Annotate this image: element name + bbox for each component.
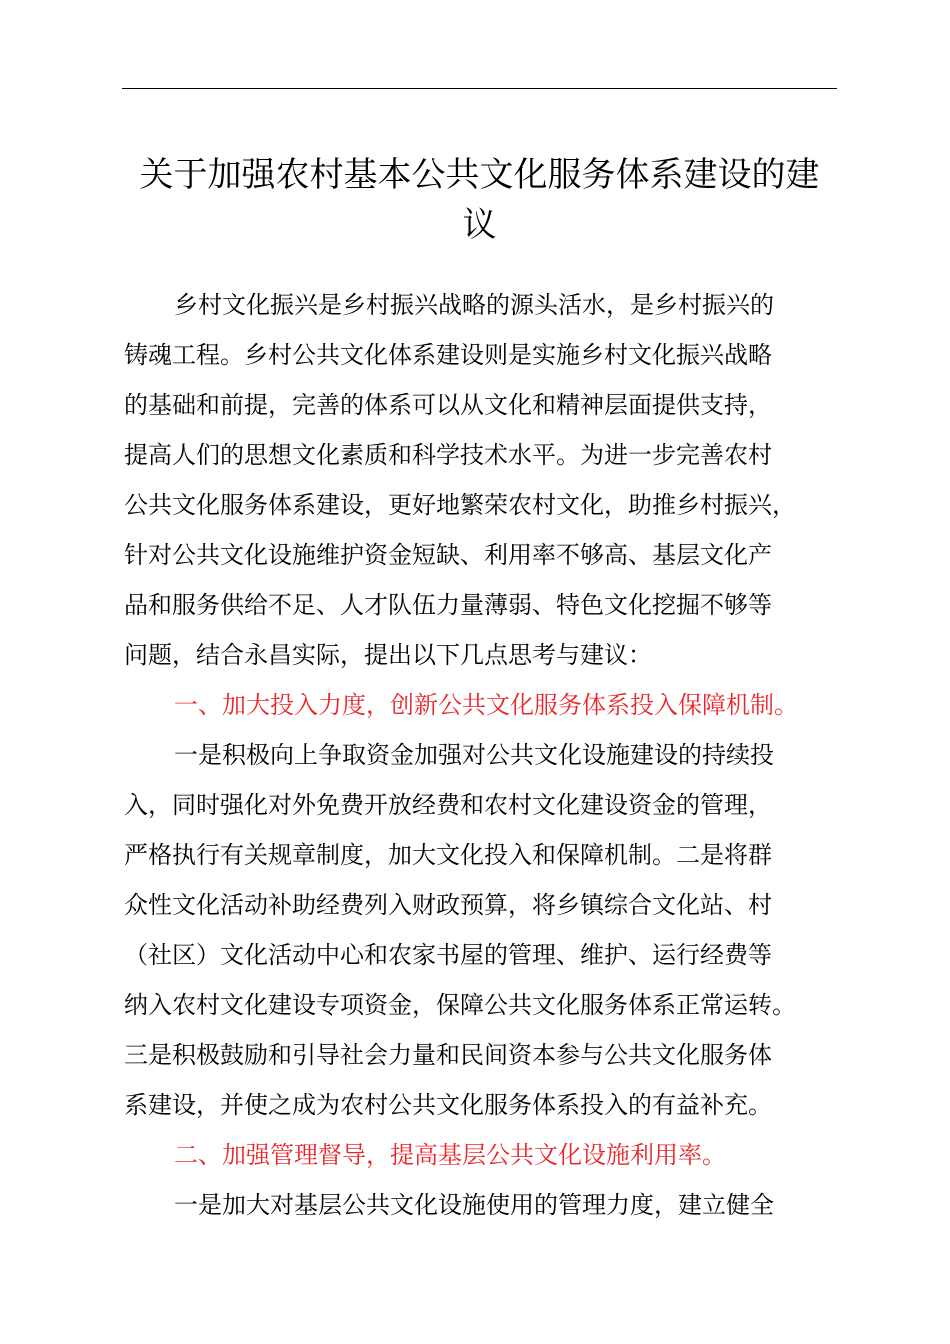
title-line: 关于加强农村基本公共文化服务体系建设的建 — [139, 155, 820, 195]
text-line: 铸魂工程。乡村公共文化体系建设则是实施乡村文化振兴战略 — [124, 341, 772, 369]
text-line: 问题，结合永昌实际，提出以下几点思考与建议： — [124, 641, 652, 669]
text-line: 提高人们的思想文化素质和科学技术水平。为进一步完善农村 — [124, 441, 772, 469]
text-line: 严格执行有关规章制度，加大文化投入和保障机制。二是将群 — [124, 841, 772, 869]
text-line: （社区）文化活动中心和农家书屋的管理、维护、运行经费等 — [124, 941, 772, 969]
paragraph-section-2 — [124, 1180, 864, 1230]
text-line: 针对公共文化设施维护资金短缺、利用率不够高、基层文化产 — [124, 541, 772, 569]
document-title — [122, 150, 837, 250]
document-body — [124, 280, 864, 1230]
title-line: 议 — [462, 205, 497, 245]
header-rule — [122, 88, 837, 89]
text-line: 一是积极向上争取资金加强对公共文化设施建设的持续投 — [174, 741, 774, 769]
section-heading-1 — [124, 680, 864, 730]
text-line: 系建设，并使之成为农村公共文化服务体系投入的有益补充。 — [124, 1091, 772, 1119]
text-line: 一是加大对基层公共文化设施使用的管理力度，建立健全 — [174, 1191, 774, 1219]
text-line: 纳入农村文化建设专项资金，保障公共文化服务体系正常运转。 — [124, 991, 796, 1019]
heading-line: 一、加大投入力度，创新公共文化服务体系投入保障机制。 — [174, 691, 798, 719]
section-heading-2 — [124, 1130, 864, 1180]
paragraph-section-1 — [124, 730, 864, 1130]
text-line: 众性文化活动补助经费列入财政预算，将乡镇综合文化站、村 — [124, 891, 772, 919]
text-line: 的基础和前提，完善的体系可以从文化和精神层面提供支持， — [124, 391, 772, 419]
text-line: 入，同时强化对外免费开放经费和农村文化建设资金的管理， — [124, 791, 772, 819]
paragraph-intro — [124, 280, 864, 680]
text-line: 公共文化服务体系建设，更好地繁荣农村文化，助推乡村振兴， — [124, 491, 796, 519]
text-line: 乡村文化振兴是乡村振兴战略的源头活水，是乡村振兴的 — [174, 291, 774, 319]
text-line: 三是积极鼓励和引导社会力量和民间资本参与公共文化服务体 — [124, 1041, 772, 1069]
heading-line: 二、加强管理督导，提高基层公共文化设施利用率。 — [174, 1141, 726, 1169]
text-line: 品和服务供给不足、人才队伍力量薄弱、特色文化挖掘不够等 — [124, 591, 772, 619]
